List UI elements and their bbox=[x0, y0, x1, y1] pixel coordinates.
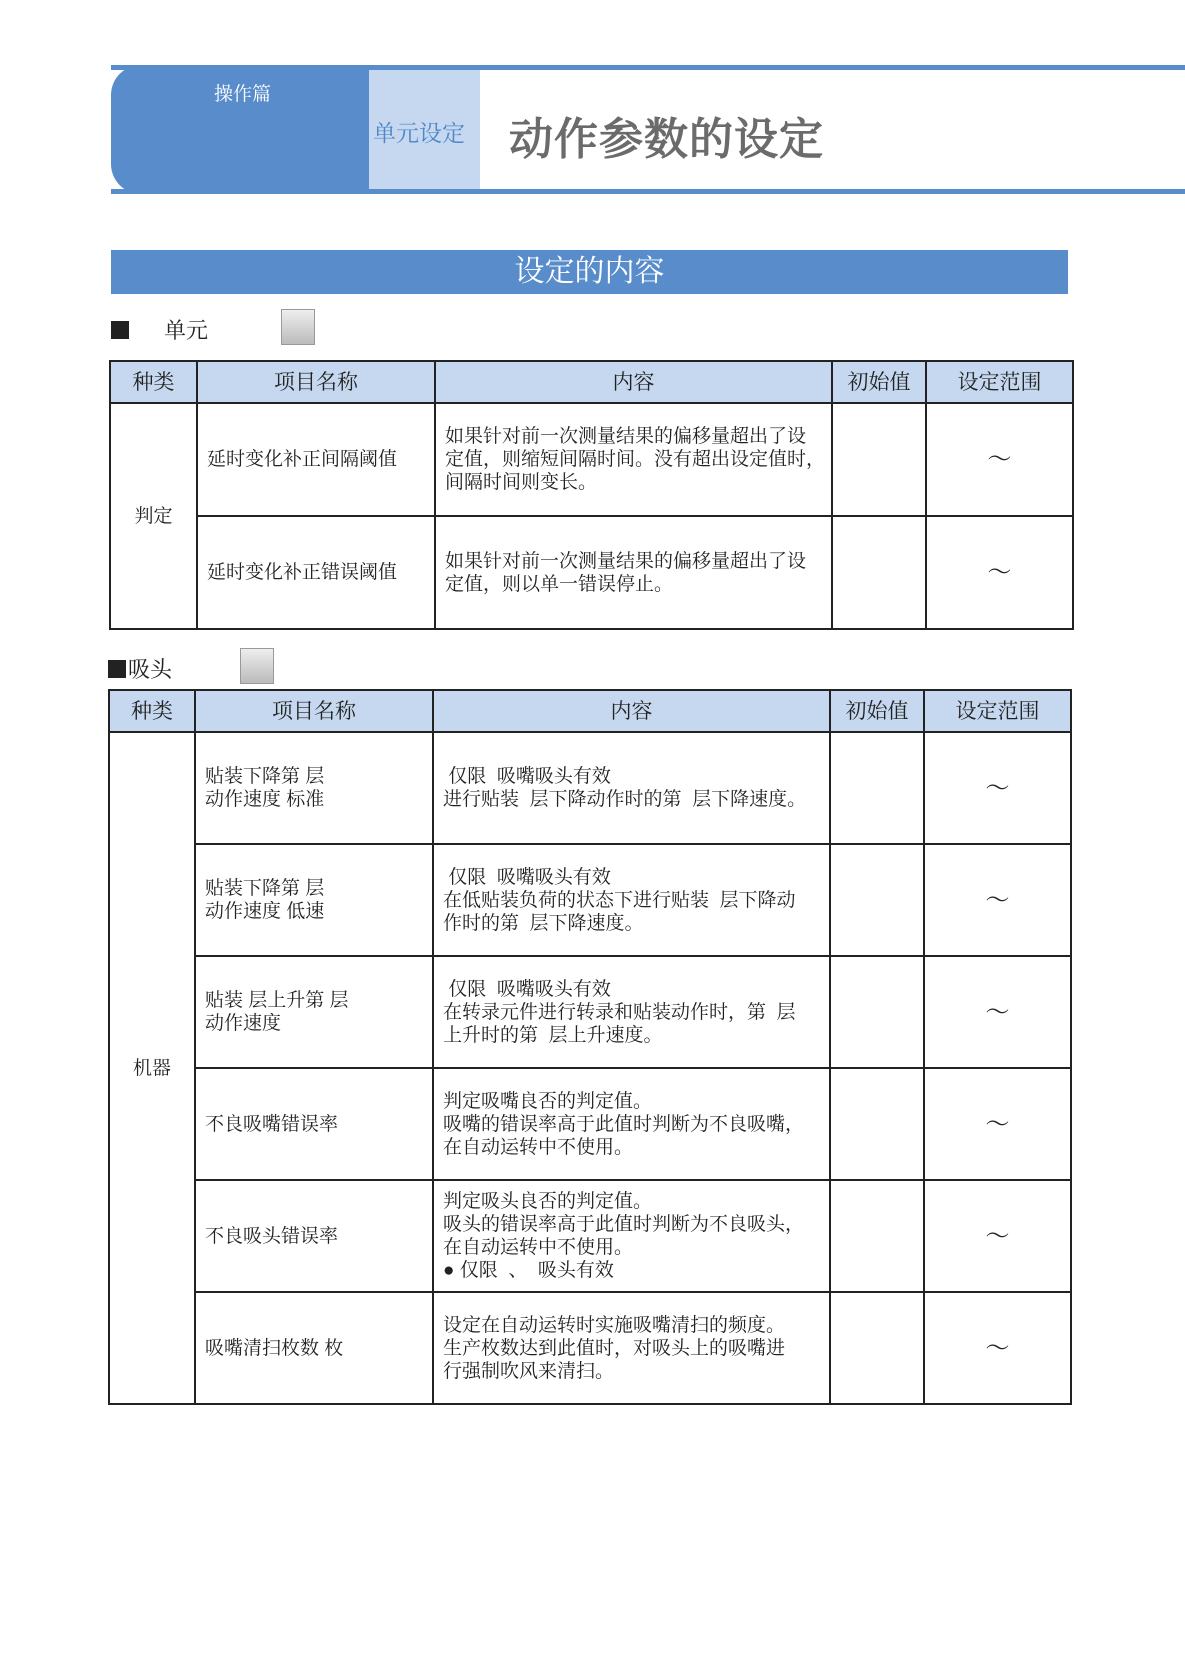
unit-table bbox=[109, 360, 1074, 630]
item-name-cell bbox=[195, 1068, 433, 1180]
item-name-line: 贴装下降第 层 bbox=[205, 878, 325, 899]
column-header: 种类 bbox=[110, 361, 197, 403]
table-row bbox=[109, 956, 1071, 1068]
unit-section-heading bbox=[111, 314, 208, 345]
description-line: 设定在自动运转时实施吸嘴清扫的频度。 bbox=[443, 1314, 786, 1336]
item-name-line: 延时变化补正错误阈值 bbox=[207, 562, 398, 583]
page-header bbox=[111, 65, 1185, 194]
item-name-cell bbox=[195, 1180, 433, 1292]
item-name-line: 动作速度 低速 bbox=[205, 901, 325, 922]
column-header: 项目名称 bbox=[197, 361, 435, 403]
range-cell: ～ bbox=[924, 1292, 1071, 1404]
description-line: 生产枚数达到此值时，对吸头上的吸嘴进 bbox=[443, 1337, 786, 1359]
item-name-cell bbox=[195, 1292, 433, 1404]
item-name-line: 不良吸头错误率 bbox=[205, 1225, 339, 1247]
description-line: 在低贴装负荷的状态下进行贴装 层下降动 bbox=[443, 889, 796, 911]
range-cell: ～ bbox=[924, 956, 1071, 1068]
item-name-line: 贴装 层上升第 层 bbox=[205, 990, 349, 1011]
page-title: 动作参数的设定 bbox=[509, 115, 824, 164]
unit-label: 单元 bbox=[164, 318, 209, 343]
column-header: 内容 bbox=[435, 361, 832, 403]
item-name-line: 动作速度 标准 bbox=[205, 789, 325, 810]
item-name-cell bbox=[195, 956, 433, 1068]
description-line: 进行贴装 层下降动作时的第 层下降速度。 bbox=[443, 789, 807, 810]
item-name-line: 动作速度 bbox=[205, 1013, 282, 1034]
item-name-line: 吸嘴清扫枚数 枚 bbox=[205, 1337, 344, 1359]
description-line: 定值，则缩短间隔时间。没有超出设定值时， bbox=[445, 449, 826, 470]
head-table bbox=[108, 689, 1072, 1405]
column-header: 种类 bbox=[109, 690, 195, 732]
item-name-line: 不良吸嘴错误率 bbox=[205, 1113, 339, 1135]
initial-value-cell bbox=[832, 516, 926, 629]
initial-value-cell bbox=[830, 844, 924, 956]
item-name-cell bbox=[195, 844, 433, 956]
column-header: 初始值 bbox=[830, 690, 924, 732]
description-line: 如果针对前一次测量结果的偏移量超出了设 bbox=[445, 550, 807, 572]
initial-value-cell bbox=[830, 956, 924, 1068]
initial-value-cell bbox=[830, 1292, 924, 1404]
column-header: 内容 bbox=[433, 690, 830, 732]
range-cell: ～ bbox=[924, 844, 1071, 956]
description-line: 仅限 吸嘴吸头有效 bbox=[443, 978, 611, 1000]
initial-value-cell bbox=[830, 1180, 924, 1292]
item-name-cell bbox=[197, 403, 435, 516]
description-line: 行强制吹风来清扫。 bbox=[443, 1360, 615, 1382]
table-row bbox=[109, 1068, 1071, 1180]
description-line: 判定吸头良否的判定值。 bbox=[443, 1191, 653, 1212]
description-line: 吸嘴的错误率高于此值时判断为不良吸嘴， bbox=[443, 1113, 805, 1135]
column-header: 项目名称 bbox=[195, 690, 433, 732]
description-cell bbox=[433, 732, 830, 844]
description-cell bbox=[433, 1292, 830, 1404]
initial-value-cell bbox=[832, 403, 926, 516]
description-line: 仅限 吸嘴吸头有效 bbox=[443, 766, 611, 787]
table-row bbox=[109, 1292, 1071, 1404]
column-header: 设定范围 bbox=[926, 361, 1073, 403]
head-label: 吸头 bbox=[128, 657, 173, 682]
category-cell: 判定 bbox=[110, 403, 197, 629]
item-name-line: 贴装下降第 层 bbox=[205, 766, 325, 787]
range-cell: ～ bbox=[926, 516, 1073, 629]
description-line: 间隔时间则变长。 bbox=[445, 472, 598, 493]
description-line: 在转录元件进行转录和贴装动作时，第 层 bbox=[443, 1001, 796, 1023]
range-cell: ～ bbox=[924, 1068, 1071, 1180]
description-line: ● 仅限 、 吸头有效 bbox=[443, 1260, 614, 1281]
description-line: 判定吸嘴良否的判定值。 bbox=[443, 1090, 653, 1112]
head-section-heading bbox=[108, 653, 172, 684]
description-cell bbox=[433, 1068, 830, 1180]
square-bullet-icon bbox=[111, 321, 129, 339]
section-label: 操作篇 bbox=[214, 84, 272, 105]
subsection-label: 单元设定 bbox=[373, 120, 465, 146]
table-row bbox=[110, 516, 1073, 629]
description-line: 吸头的错误率高于此值时判断为不良吸头， bbox=[443, 1214, 805, 1235]
category-cell: 机器 bbox=[109, 732, 195, 1404]
column-header: 初始值 bbox=[832, 361, 926, 403]
table-row bbox=[110, 403, 1073, 516]
table-row bbox=[109, 1180, 1071, 1292]
description-line: 在自动运转中不使用。 bbox=[443, 1237, 634, 1258]
item-name-line: 延时变化补正间隔阈值 bbox=[207, 449, 398, 470]
range-cell: ～ bbox=[924, 1180, 1071, 1292]
square-bullet-icon bbox=[108, 660, 126, 678]
description-line: 仅限 吸嘴吸头有效 bbox=[443, 866, 611, 888]
initial-value-cell bbox=[830, 1068, 924, 1180]
description-line: 上升时的第 层上升速度。 bbox=[443, 1024, 663, 1046]
table-row bbox=[109, 732, 1071, 844]
header-row bbox=[109, 690, 1071, 732]
description-line: 定值，则以单一错误停止。 bbox=[445, 573, 674, 595]
nozzle-head-icon bbox=[240, 648, 274, 684]
description-cell bbox=[433, 956, 830, 1068]
header-row bbox=[110, 361, 1073, 403]
description-line: 作时的第 层下降速度。 bbox=[443, 912, 644, 934]
table-row bbox=[109, 844, 1071, 956]
description-cell bbox=[435, 403, 832, 516]
description-cell bbox=[433, 844, 830, 956]
section-band: 设定的内容 bbox=[111, 250, 1068, 294]
description-line: 在自动运转中不使用。 bbox=[443, 1136, 634, 1158]
range-cell: ～ bbox=[926, 403, 1073, 516]
initial-value-cell bbox=[830, 732, 924, 844]
description-cell bbox=[435, 516, 832, 629]
range-cell: ～ bbox=[924, 732, 1071, 844]
column-header: 设定范围 bbox=[924, 690, 1071, 732]
description-cell bbox=[433, 1180, 830, 1292]
description-line: 如果针对前一次测量结果的偏移量超出了设 bbox=[445, 426, 807, 447]
item-name-cell bbox=[197, 516, 435, 629]
item-name-cell bbox=[195, 732, 433, 844]
unit-tool-icon bbox=[281, 309, 315, 345]
